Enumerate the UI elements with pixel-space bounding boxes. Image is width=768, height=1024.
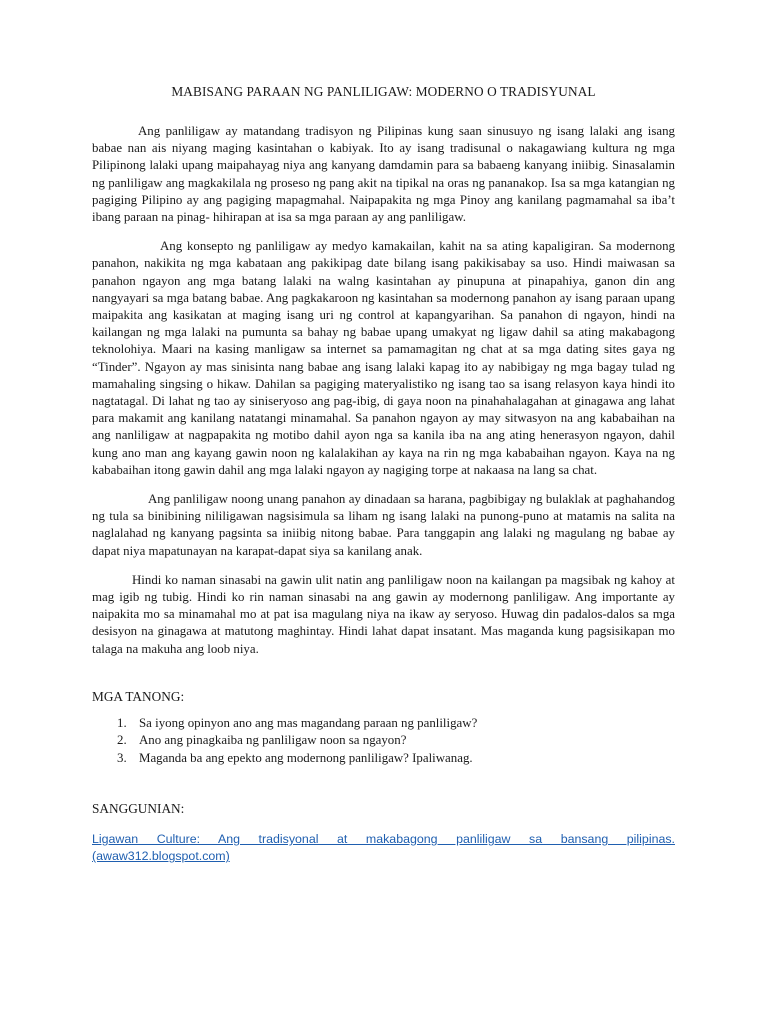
- paragraph-traditional: Ang panliligaw noong unang panahon ay dinadaan sa harana, pagbibigay ng bulaklak at paghahandog ng tula sa binibining nililigawan nagsisimula sa liham ng isang lalaki na punong-puno at matamis na salita na naglalahad ng kanyang pagsinta sa iniibig nitong babae. Para tanggapin ang lalaki ng magulang ng babae ay dapat niya mapatunayan na karapat-dapat siya sa kanilang anak.: [92, 492, 675, 558]
- references-heading: SANGGUNIAN:: [92, 801, 185, 817]
- questions-list: [92, 715, 675, 767]
- paragraph-modern: Ang konsepto ng panliligaw ay medyo kamakailan, kahit na sa ating kapaligiran. Sa modernong panahon, nakikita ng mga kabataan ang pakikipag date bilang isang pakikisabay sa uso. Hindi maiwasan sa panahon ngayon ang mga batang lalaki na walng kasintahan ay pinupuna at pinapahiya, ganon din ang nangyayari sa mga batang babae. Ang pagkakaroon ng kasintahan sa modernong panahon ay isang paraan upang maipakita ang kasikatan at maging isang uri ng control at kapangyarihan. Sa panahon di ngayon, hindi na kailangan ng mga lalaki na pumunta sa bahay ng babae upang umakyat ng ligaw dahil sa ating makabagong teknolohiya. Maari na kasing manligaw sa internet sa pamamagitan ng chat at sa mga dating sites gaya ng “Tinder”. Ngayon ay mas sinisinta nang babae ang isang lalaki kapag ito ay nabibigay ng mga bagay tulad ng mamahaling singsing o hikaw. Dahilan sa pagiging materyalistiko ng isang tao sa isang relasyon kaya hindi ito nagtatagal. Di lahat ng tao ay siniseryoso ang pag-ibig, di gaya noon na pinahahalagahan at ginagawa ang lahat para makamit ang kanilang natatangi minamahal. Sa panahon ngayon ay may sitwasyon na ang kababaihan na ang nanliligaw at nagpapakita ng motibo dahil ayon nga sa kanila iba na ang ating henerasyon ngayon, dahil kung ano man ang kayang gawin noon ng kalalakihan ay kaya na rin ng mga kababaihan ngayon. Kaya na ng kababaihan itong gawin dahil ang mga lalaki ngayon ay nagiging torpe at nakaasa na lang sa chat.: [92, 239, 675, 477]
- questions-heading: MGA TANONG:: [92, 688, 185, 704]
- paragraph-conclusion: Hindi ko naman sinasabi na gawin ulit natin ang panliligaw noon na kailangan pa magsibak ng kahoy at mag igib ng tubig. Hindi ko rin naman sinasabi na ang gawin ay modernong panliligaw. Ang importante ay naipakita mo sa minamahal mo at pat isa magulang niya na ikaw ay seryoso. Huwag din padalos-dalos sa mga desisyon na ginagawa at matutong maghintay. Hindi lahat dapat insatant. Mas maganda kung pagsisikapan mo talaga na makuha ang loob niya.: [92, 572, 675, 656]
- list-number: 2.: [117, 733, 127, 748]
- paragraph-intro: Ang panliligaw ay matandang tradisyon ng Pilipinas kung saan sinusuyo ng isang lalaki ang isang babae nan ais niyang maging kasintahan o kabiyak. Ito ay isang tradisunal o nakagawiang kultura ng mga Pilipinong lalaki upang maipahayag niya ang kanyang damdamin para sa babaeng kanyang iniibig. Sinasalamin ng panliligaw ang magkakilala ng proseso ng pang akit na tipikal na oras ng pananakop. Isa sa mga katangian ng pagiging Pilipino ay ang pagiging mapagmahal. Naipapakita ng mga Pinoy ang kanilang pagmamahal sa iba’t ibang paraan na pinag- hihirapan at isa sa mga paraan ay ang panliligaw.: [92, 124, 675, 225]
- reference-link[interactable]: Ligawan Culture: Ang tradisyonal at makabagong panliligaw sa bansang pilipinas. (awaw312.blogspot.com): [92, 832, 675, 864]
- question-text: Sa iyong opinyon ano ang mas magandang paraan ng panliligaw?: [139, 715, 478, 730]
- document-title: MABISANG PARAAN NG PANLILIGAW: MODERNO O TRADISYUNAL: [171, 84, 596, 99]
- list-item: [92, 750, 675, 767]
- list-number: 1.: [117, 715, 127, 730]
- list-number: 3.: [117, 750, 127, 765]
- question-text: Maganda ba ang epekto ang modernong panliligaw? Ipaliwanag.: [139, 750, 473, 765]
- question-text: Ano ang pinagkaiba ng panliligaw noon sa ngayon?: [139, 733, 407, 748]
- list-item: [92, 715, 675, 732]
- list-item: [92, 732, 675, 749]
